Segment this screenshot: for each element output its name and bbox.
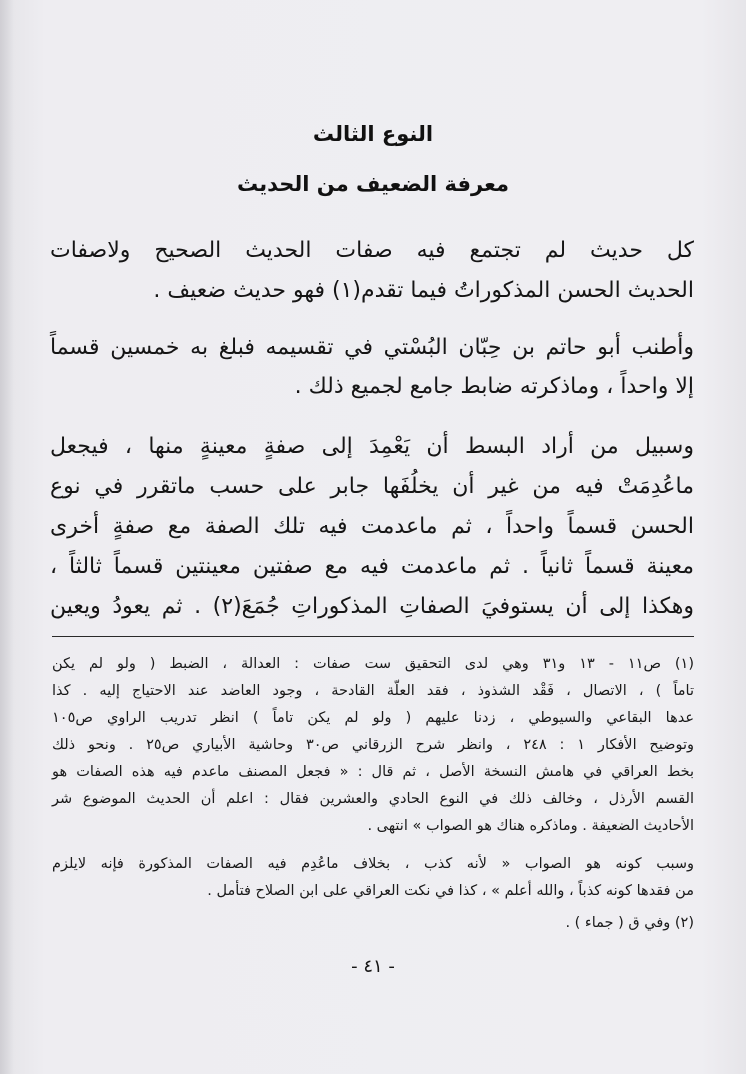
chapter-subtitle: معرفة الضعيف من الحديث <box>237 172 509 196</box>
footnote-line: (١) ص١١ - ١٣ و٣١ وهي لدى التحقيق ست صفات : العدالة ، الضبط ( ولو لم يكن <box>52 656 695 672</box>
footnote-line: (٢) وفي ق ( جماء ) . <box>565 915 694 931</box>
footnote-line: تاماً ) ، الاتصال ، فَقْد الشذوذ ، فقد العلّة القادحة ، وجود العاضد عند الاحتياج إليه . كذا <box>52 683 694 699</box>
body-line: إلا واحداً ، وماذكرته ضابط جامع لجميع ذلك . <box>294 374 694 399</box>
body-line: كل حديث لم تجتمع فيه صفات الحديث الصحيح ولاصفات <box>50 238 694 263</box>
footnote-line: وتوضيح الأفكار ١ : ٢٤٨ ، وانظر شرح الزرقاني ص٣٠ وحاشية الأبياري ص٢٥ . ونحو ذلك <box>52 737 695 753</box>
footnote-separator <box>52 636 694 637</box>
body-line: معينة قسماً ثانياً . ثم ماعدمت فيه مع صفتين معينتين قسماً ثالثاً ، <box>50 554 694 579</box>
footnote-line: وسبب كونه هو الصواب « لأنه كذب ، بخلاف ماعُدِم فيه الصفات المذكورة فإنه لايلزم <box>52 856 694 872</box>
footnote-line: الأحاديث الضعيفة . وماذكره هناك هو الصواب » انتهى . <box>367 818 694 834</box>
footnote-line: بخط العراقي في هامش النسخة الأصل ، ثم قال : « فجعل المصنف ماعدم فيه هذه الصفات هو <box>52 764 694 780</box>
footnote-line: عدها البقاعي والسيوطي ، زدنا عليهم ( ولو لم يكن تاماً ) انظر تدريب الراوي ص١٠٥ <box>52 710 694 726</box>
body-line: وسبيل من أراد البسط أن يَعْمِدَ إلى صفةٍ معينةٍ منها ، فيجعل <box>50 434 694 459</box>
chapter-title: النوع الثالث <box>312 122 434 146</box>
body-line: الحسن قسماً واحداً ، ثم ماعدمت فيه تلك الصفة مع صفةٍ أخرى <box>50 514 694 539</box>
body-line: الحديث الحسن المذكوراتُ فيما تقدم(١) فهو حديث ضعيف . <box>153 278 694 303</box>
page-number: - ٤١ - <box>351 956 395 977</box>
body-line: ماعُدِمَتْ فيه من غير أن يخلُفَها جابر على حسب ماتقرر في نوع <box>50 474 694 499</box>
footnote-line: من فقدها كونه كذباً ، والله أعلم » ، كذا في نكت العراقي على ابن الصلاح فتأمل . <box>207 883 694 899</box>
page-edge-shadow <box>0 0 14 1074</box>
body-line: وأطنب أبو حاتم بن حِبّان البُسْتي في تقسيمه فبلغ به خمسين قسماً <box>50 335 694 360</box>
body-line: وهكذا إلى أن يستوفيَ الصفاتِ المذكوراتِ جُمَعَ(٢) . ثم يعودُ ويعين <box>50 594 694 619</box>
footnote-line: القسم الأرذل ، وخالف ذلك في النوع الحادي والعشرين فقال : اعلم أن الحديث الموضوع شر <box>52 791 694 807</box>
